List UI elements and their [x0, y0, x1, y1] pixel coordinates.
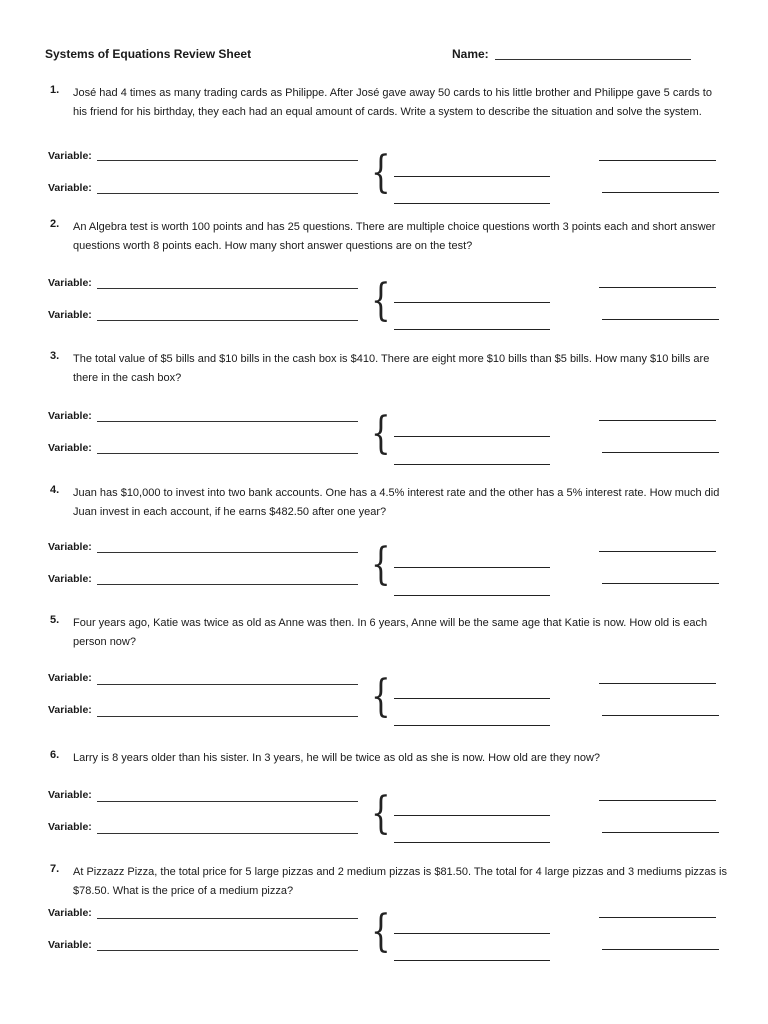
answer-input-line[interactable]	[599, 160, 716, 161]
answer-input-line[interactable]	[599, 683, 716, 684]
problem-text: An Algebra test is worth 100 points and has 25 questions. There are multiple choice questions worth 3 points each and short answer questions worth 8 points each. How many short answer questions are on the test?	[73, 221, 716, 252]
variable-input-line[interactable]	[97, 193, 358, 194]
answer-input-line[interactable]	[602, 715, 719, 716]
problem-text: Larry is 8 years older than his sister. In 3 years, he will be twice as old as she is now. How old are they now?	[73, 752, 601, 764]
variable-input-line[interactable]	[97, 421, 358, 422]
variable-label: Variable:	[48, 182, 92, 194]
equation-input-line[interactable]	[394, 329, 550, 330]
variable-input-line[interactable]	[97, 950, 358, 951]
problem-number: 6.	[50, 749, 60, 761]
answer-input-line[interactable]	[602, 319, 719, 320]
brace-icon: {	[371, 539, 391, 590]
problem-number: 3.	[50, 350, 60, 362]
equation-input-line[interactable]	[394, 567, 550, 568]
variable-input-line[interactable]	[97, 801, 358, 802]
variable-input-line[interactable]	[97, 552, 358, 553]
answer-input-line[interactable]	[599, 917, 716, 918]
variable-label: Variable:	[48, 672, 92, 684]
answer-input-line[interactable]	[599, 287, 716, 288]
answer-input-line[interactable]	[602, 192, 719, 193]
equation-input-line[interactable]	[394, 203, 550, 204]
equation-input-line[interactable]	[394, 595, 550, 596]
problem-text: At Pizzazz Pizza, the total price for 5 large pizzas and 2 medium pizzas is $81.50. The total for 4 large pizzas and 3 mediums pizzas is $78.50. What is the price of a medium pizza?	[73, 866, 728, 897]
variable-label: Variable:	[48, 573, 92, 585]
brace-icon: {	[371, 671, 391, 722]
variable-label: Variable:	[48, 410, 92, 422]
answer-input-line[interactable]	[602, 583, 719, 584]
answer-input-line[interactable]	[599, 420, 716, 421]
answer-input-line[interactable]	[599, 551, 716, 552]
problem-text: Juan has $10,000 to invest into two bank accounts. One has a 4.5% interest rate and the other has a 5% interest rate. How much did Juan invest in each account, if he earns $482.50 after one year?	[73, 487, 720, 518]
variable-label: Variable:	[48, 821, 92, 833]
variable-label: Variable:	[48, 150, 92, 162]
variable-label: Variable:	[48, 907, 92, 919]
equation-input-line[interactable]	[394, 933, 550, 934]
equation-input-line[interactable]	[394, 725, 550, 726]
answer-input-line[interactable]	[602, 452, 719, 453]
variable-input-line[interactable]	[97, 320, 358, 321]
variable-input-line[interactable]	[97, 684, 358, 685]
variable-input-line[interactable]	[97, 716, 358, 717]
equation-input-line[interactable]	[394, 302, 550, 303]
variable-label: Variable:	[48, 442, 92, 454]
answer-input-line[interactable]	[602, 832, 719, 833]
variable-label: Variable:	[48, 277, 92, 289]
problem-number: 7.	[50, 863, 60, 875]
problem-number: 2.	[50, 218, 60, 230]
problem-text: Four years ago, Katie was twice as old as Anne was then. In 6 years, Anne will be the same age that Katie is now. How old is each person now?	[73, 617, 708, 648]
variable-input-line[interactable]	[97, 833, 358, 834]
equation-input-line[interactable]	[394, 815, 550, 816]
equation-input-line[interactable]	[394, 176, 550, 177]
problem-text: José had 4 times as many trading cards as Philippe. After José gave away 50 cards to his little brother and Philippe gave 5 cards to his friend for his birthday, they each had an equal amount of cards. Write a system to describe the situation and solve the system.	[73, 87, 712, 118]
answer-input-line[interactable]	[602, 949, 719, 950]
variable-label: Variable:	[48, 541, 92, 553]
brace-icon: {	[371, 906, 391, 957]
variable-label: Variable:	[48, 704, 92, 716]
name-input-line[interactable]	[495, 47, 691, 60]
problem-number: 5.	[50, 614, 60, 626]
equation-input-line[interactable]	[394, 436, 550, 437]
brace-icon: {	[371, 788, 391, 839]
problem-number: 4.	[50, 484, 60, 496]
variable-input-line[interactable]	[97, 160, 358, 161]
name-field	[452, 47, 691, 61]
problem-text: The total value of $5 bills and $10 bills in the cash box is $410. There are eight more $10 bills than $5 bills. How many $10 bills are there in the cash box?	[73, 353, 710, 384]
page-title: Systems of Equations Review Sheet	[45, 47, 252, 61]
brace-icon: {	[371, 275, 391, 326]
equation-input-line[interactable]	[394, 698, 550, 699]
brace-icon: {	[371, 147, 391, 198]
brace-icon: {	[371, 408, 391, 459]
variable-input-line[interactable]	[97, 453, 358, 454]
problem-number: 1.	[50, 84, 60, 96]
variable-label: Variable:	[48, 309, 92, 321]
variable-input-line[interactable]	[97, 288, 358, 289]
variable-label: Variable:	[48, 789, 92, 801]
equation-input-line[interactable]	[394, 464, 550, 465]
equation-input-line[interactable]	[394, 842, 550, 843]
equation-input-line[interactable]	[394, 960, 550, 961]
variable-input-line[interactable]	[97, 584, 358, 585]
answer-input-line[interactable]	[599, 800, 716, 801]
variable-input-line[interactable]	[97, 918, 358, 919]
variable-label: Variable:	[48, 939, 92, 951]
name-label: Name:	[452, 47, 489, 61]
